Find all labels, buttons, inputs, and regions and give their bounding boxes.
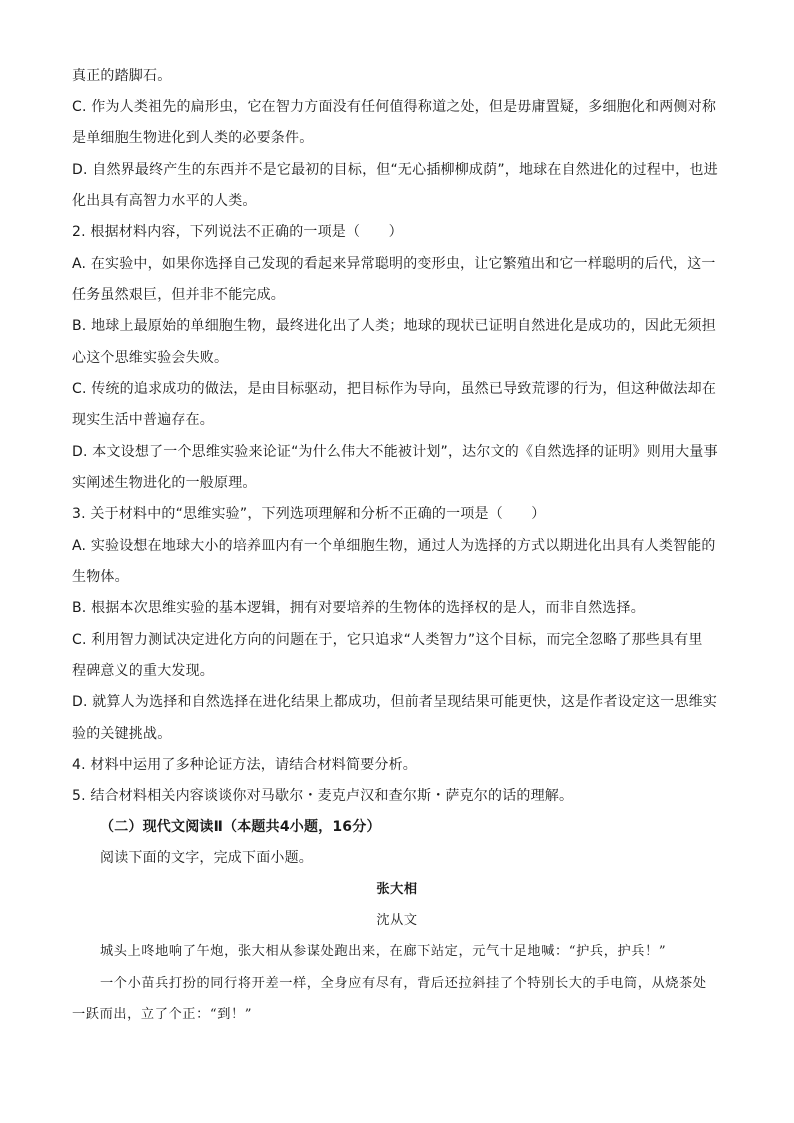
option-a-line: A. 实验设想在地球大小的培养皿内有一个单细胞生物，通过人为选择的方式以期进化出具有人类智能的: [72, 538, 716, 554]
story-author: 沈从文: [376, 913, 418, 928]
question-2: 2. 根据材料内容，下列说法不正确的一项是（ ）: [72, 224, 403, 240]
option-d-line: D. 就算人为选择和自然选择在进化结果上都成功，但前者呈现结果可能更快，这是作者设定这一思维实: [72, 694, 718, 710]
option-b-line: B. 根据本次思维实验的基本逻辑，拥有对要培养的生物体的选择权的是人，而非自然选择。: [72, 600, 645, 616]
text-line: 生物体。: [72, 569, 129, 585]
text-line: 心这个思维实验会失败。: [72, 350, 229, 366]
text-line: 是单细胞生物进化到人类的必要条件。: [72, 130, 314, 146]
option-b-line: B. 地球上最原始的单细胞生物，最终进化出了人类；地球的现状已证明自然进化是成功的，因此无须担: [72, 318, 716, 334]
question-4: 4. 材料中运用了多种论证方法，请结合材料简要分析。: [72, 757, 418, 773]
story-paragraph-continued: 一跃而出，立了个正：“到！”: [72, 1007, 253, 1022]
text-line: 任务虽然艰巨，但并非不能完成。: [72, 287, 285, 303]
option-d-line: D. 本文设想了一个思维实验来论证“为什么伟大不能被计划”，达尔文的《自然选择的证明》则用大量事: [72, 444, 718, 460]
option-c-line: C. 利用智力测试决定进化方向的问题在于，它只追求“人类智力”这个目标，而完全忽略了那些具有里: [72, 632, 703, 648]
option-a-line: A. 在实验中，如果你选择自己发现的看起来异常聪明的变形虫，让它繁殖出和它一样聪明的后代，这一: [72, 256, 716, 272]
question-3: 3. 关于材料中的“思维实验”，下列选项理解和分析不正确的一项是（ ）: [72, 506, 546, 522]
option-c-line: C. 作为人类祖先的扁形虫，它在智力方面没有任何值得称道之处，但是毋庸置疑，多细胞化和两侧对称: [72, 99, 717, 115]
option-d-line: D. 自然界最终产生的东西并不是它最初的目标，但“无心插柳柳成荫”，地球在自然进化的过程中，也进: [72, 162, 718, 178]
text-line: 实阐述生物进化的一般原理。: [72, 475, 257, 491]
text-line: 真正的踏脚石。: [72, 68, 172, 84]
option-c-line: C. 传统的追求成功的做法，是由目标驱动，把目标作为导向，虽然已导致荒谬的行为，但这种做法却在: [72, 381, 717, 397]
text-line: 程碑意义的重大发现。: [72, 663, 214, 679]
text-line: 化出具有高智力水平的人类。: [72, 193, 257, 209]
story-paragraph: 城头上咚地响了午炮，张大相从参谋处跑出来，在廊下站定，元气十足地喊：“护兵，护兵！”: [100, 944, 667, 959]
text-line: 现实生活中普遍存在。: [72, 412, 214, 428]
instruction-text: 阅读下面的文字，完成下面小题。: [100, 850, 313, 866]
text-line: 验的关键挑战。: [72, 726, 172, 742]
story-title: 张大相: [376, 882, 418, 897]
section-header: （二）现代文阅读Ⅱ（本题共4小题，16分）: [100, 819, 381, 835]
story-paragraph: 一个小苗兵打扮的同行将开差一样，全身应有尽有，背后还拉斜挂了个特别长大的手电筒，从烧茶处: [100, 976, 707, 991]
question-5: 5. 结合材料相关内容谈谈你对马歇尔・麦克卢汉和查尔斯・萨克尔的话的理解。: [72, 788, 574, 804]
